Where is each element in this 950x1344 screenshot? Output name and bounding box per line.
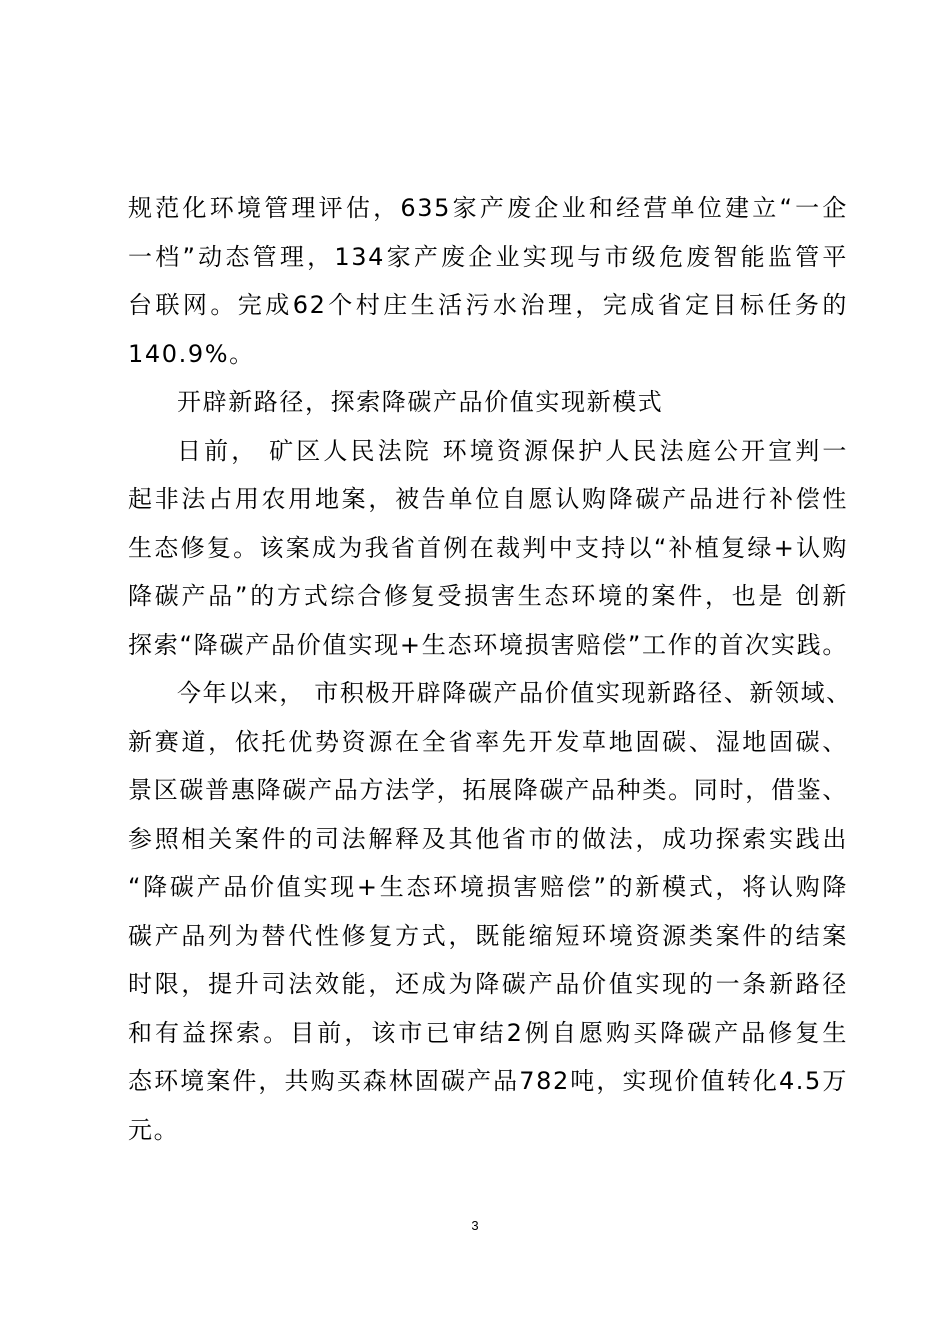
page-number: 3 (471, 1218, 479, 1233)
paragraph-line: 探索“降碳产品价值实现+生态环境损害赔偿”工作的首次实践。 (128, 630, 848, 659)
paragraph-line: 今年以来， 市积极开辟降碳产品价值实现新路径、新领域、 (177, 679, 852, 707)
paragraph-line: 台联网。完成62个村庄生活污水治理，完成省定目标任务的 (128, 291, 848, 319)
paragraph-line: 降碳产品”的方式综合修复受损害生态环境的案件，也是 创新 (128, 582, 848, 610)
paragraph-line: 生态修复。该案成为我省首例在裁判中支持以“补植复绿+认购 (128, 533, 848, 562)
paragraph-line: 起非法占用农用地案，被告单位自愿认购降碳产品进行补偿性 (128, 485, 848, 513)
paragraph-line: 一档”动态管理，134家产废企业实现与市级危废智能监管平 (128, 242, 848, 271)
paragraph-line: 参照相关案件的司法解释及其他省市的做法，成功探索实践出 (128, 824, 848, 853)
paragraph-line: 日前， 矿区人民法院 环境资源保护人民法庭公开宣判一 (177, 436, 848, 465)
paragraph-line: 态环境案件，共购买森林固碳产品782吨，实现价值转化4.5万 (128, 1067, 848, 1095)
paragraph-line: 景区碳普惠降碳产品方法学，拓展降碳产品种类。同时，借鉴、 (128, 776, 848, 804)
section-heading: 开辟新路径，探索降碳产品价值实现新模式 (177, 388, 664, 416)
paragraph-line: 元。 (128, 1115, 180, 1144)
paragraph-line: 时限，提升司法效能，还成为降碳产品价值实现的一条新路径 (128, 970, 848, 998)
paragraph-line: 碳产品列为替代性修复方式，既能缩短环境资源类案件的结案 (128, 921, 848, 950)
paragraph-line: 规范化环境管理评估，635家产废企业和经营单位建立“一企 (128, 194, 848, 222)
paragraph-line: 新赛道，依托优势资源在全省率先开发草地固碳、湿地固碳、 (128, 727, 848, 756)
paragraph-line: 和有益探索。目前，该市已审结2例自愿购买降碳产品修复生 (128, 1018, 848, 1047)
body-text (128, 184, 852, 1154)
paragraph-line: 140.9%。 (128, 339, 255, 368)
paragraph-line: “降碳产品价值实现+生态环境损害赔偿”的新模式，将认购降 (128, 873, 848, 901)
